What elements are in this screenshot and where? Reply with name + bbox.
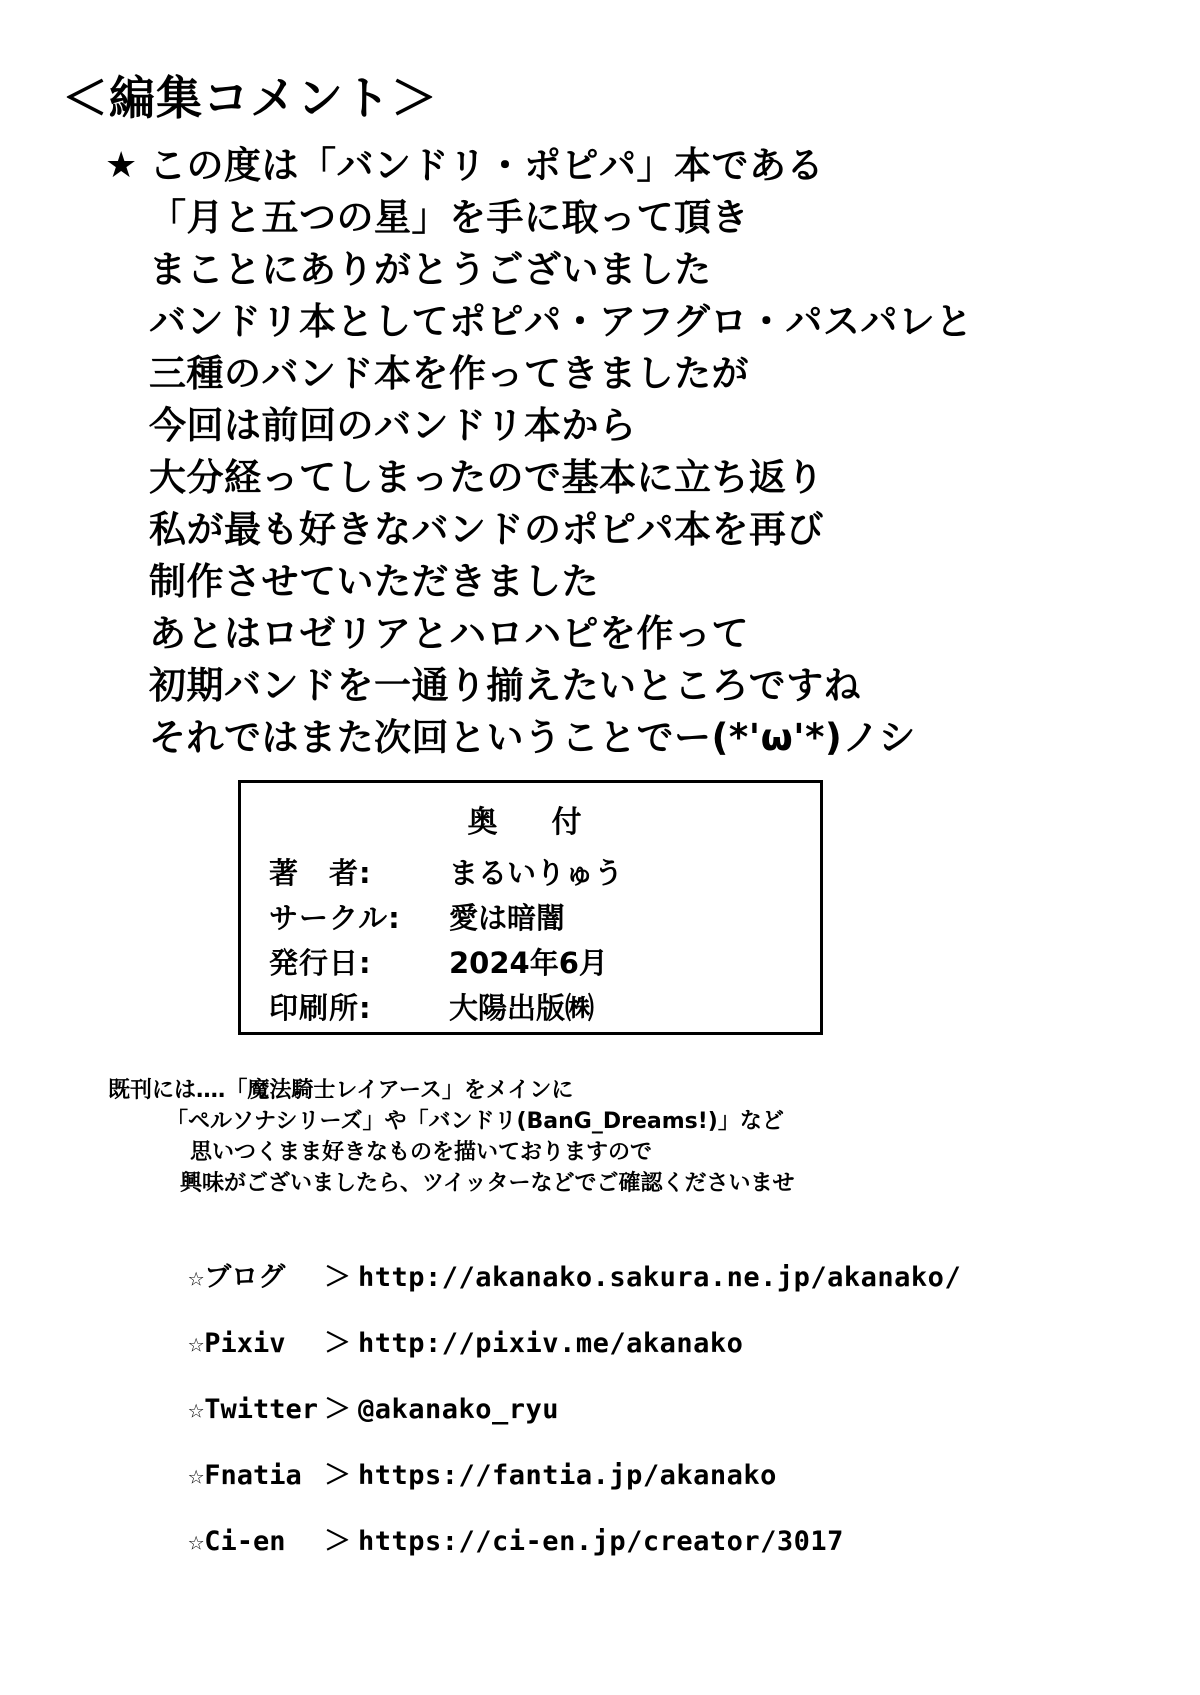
comment-line [105, 296, 1055, 348]
star-icon-twitter: ☆Twitter [188, 1394, 319, 1425]
star-icon-fantia: ☆Fnatia [188, 1460, 302, 1491]
comment-line [105, 400, 1055, 452]
star-icon: ★ [105, 145, 138, 186]
link-separator: ＞ [324, 1262, 351, 1293]
link-url-blog[interactable]: http://akanako.sakura.ne.jp/akanako/ [358, 1262, 962, 1293]
link-row-cien[interactable] [188, 1509, 1088, 1575]
link-row-twitter[interactable] [188, 1377, 1088, 1443]
comment-line [105, 348, 1055, 400]
comment-line [105, 504, 1055, 556]
colophon-row-author [269, 851, 820, 896]
link-row-pixiv[interactable] [188, 1311, 1088, 1377]
star-icon-cien: ☆Ci-en [188, 1526, 286, 1557]
comment-text: 初期バンドを一通り揃えたいところですね [149, 664, 862, 707]
colophon-value: 愛は暗闇 [449, 901, 566, 935]
comment-line [105, 452, 1055, 504]
link-separator: ＞ [324, 1460, 351, 1491]
comment-text: 三種のバンド本を作ってきましたが [149, 352, 749, 395]
colophon-title: 奥 付 [467, 805, 594, 840]
colophon-box [238, 780, 823, 1035]
comment-text: 大分経ってしまったので基本に立ち返り [149, 456, 824, 499]
note-line: 「ペルソナシリーズ」や「バンドリ(BanG_Dreams!)」など [166, 1109, 784, 1134]
colophon-row-date [269, 941, 820, 986]
comment-text: 今回は前回のバンドリ本から [149, 404, 637, 447]
link-separator: ＞ [324, 1526, 351, 1557]
comment-line [105, 608, 1055, 660]
comment-text: 私が最も好きなバンドのポピパ本を再び [149, 508, 824, 551]
colophon-row-circle [269, 896, 820, 941]
colophon-label: 印刷所: [269, 991, 372, 1025]
comment-line [105, 556, 1055, 608]
link-url-cien[interactable]: https://ci-en.jp/creator/3017 [358, 1526, 844, 1557]
note-line: 思いつくまま好きなものを描いておりますので [190, 1140, 653, 1165]
comment-text: 「月と五つの星」を手に取って頂き [149, 196, 749, 239]
comment-line [105, 244, 1055, 296]
colophon-value: まるいりゅう [449, 856, 624, 890]
comment-text: それではまた次回ということでー(*'ω'*)ノシ [149, 716, 916, 759]
colophon-value: 大陽出版㈱ [449, 991, 595, 1025]
comment-text: バンドリ本としてポピパ・アフグロ・パスパレと [149, 300, 973, 343]
colophon-value: 2024年6月 [449, 946, 608, 980]
note-line: 興味がございましたら、ツイッターなどでご確認くださいませ [180, 1171, 795, 1196]
comment-line [105, 140, 1055, 192]
page-title: ＜編集コメント＞ [62, 71, 438, 125]
links-list [188, 1245, 1088, 1575]
comment-text: あとはロゼリアとハロハピを作って [149, 612, 749, 655]
colophon-label: 著 者: [269, 856, 372, 890]
comment-text: 制作させていただきました [149, 560, 599, 603]
comment-line [105, 660, 1055, 712]
colophon-label: 発行日: [269, 946, 372, 980]
link-row-fantia[interactable] [188, 1443, 1088, 1509]
colophon-rows [241, 851, 820, 1031]
comment-line [105, 712, 1055, 764]
link-url-pixiv[interactable]: http://pixiv.me/akanako [358, 1328, 744, 1359]
note-line: 既刊には‥‥「魔法騎士レイアース」をメインに [108, 1078, 574, 1103]
comment-text: この度は「バンドリ・ポピパ」本である [149, 144, 824, 187]
colophon-label: サークル: [269, 901, 401, 935]
comment-text: まことにありがとうございました [149, 248, 712, 291]
link-separator: ＞ [324, 1328, 351, 1359]
link-url-twitter[interactable]: @akanako_ryu [358, 1394, 560, 1425]
link-row-blog[interactable] [188, 1245, 1088, 1311]
editor-comment-block [105, 140, 1055, 764]
star-icon-blog: ☆ブログ [188, 1262, 286, 1293]
previous-works-note [108, 1075, 1068, 1199]
link-url-fantia[interactable]: https://fantia.jp/akanako [358, 1460, 777, 1491]
link-separator: ＞ [324, 1394, 351, 1425]
comment-line [105, 192, 1055, 244]
colophon-row-printer [269, 986, 820, 1031]
star-icon-pixiv: ☆Pixiv [188, 1328, 286, 1359]
